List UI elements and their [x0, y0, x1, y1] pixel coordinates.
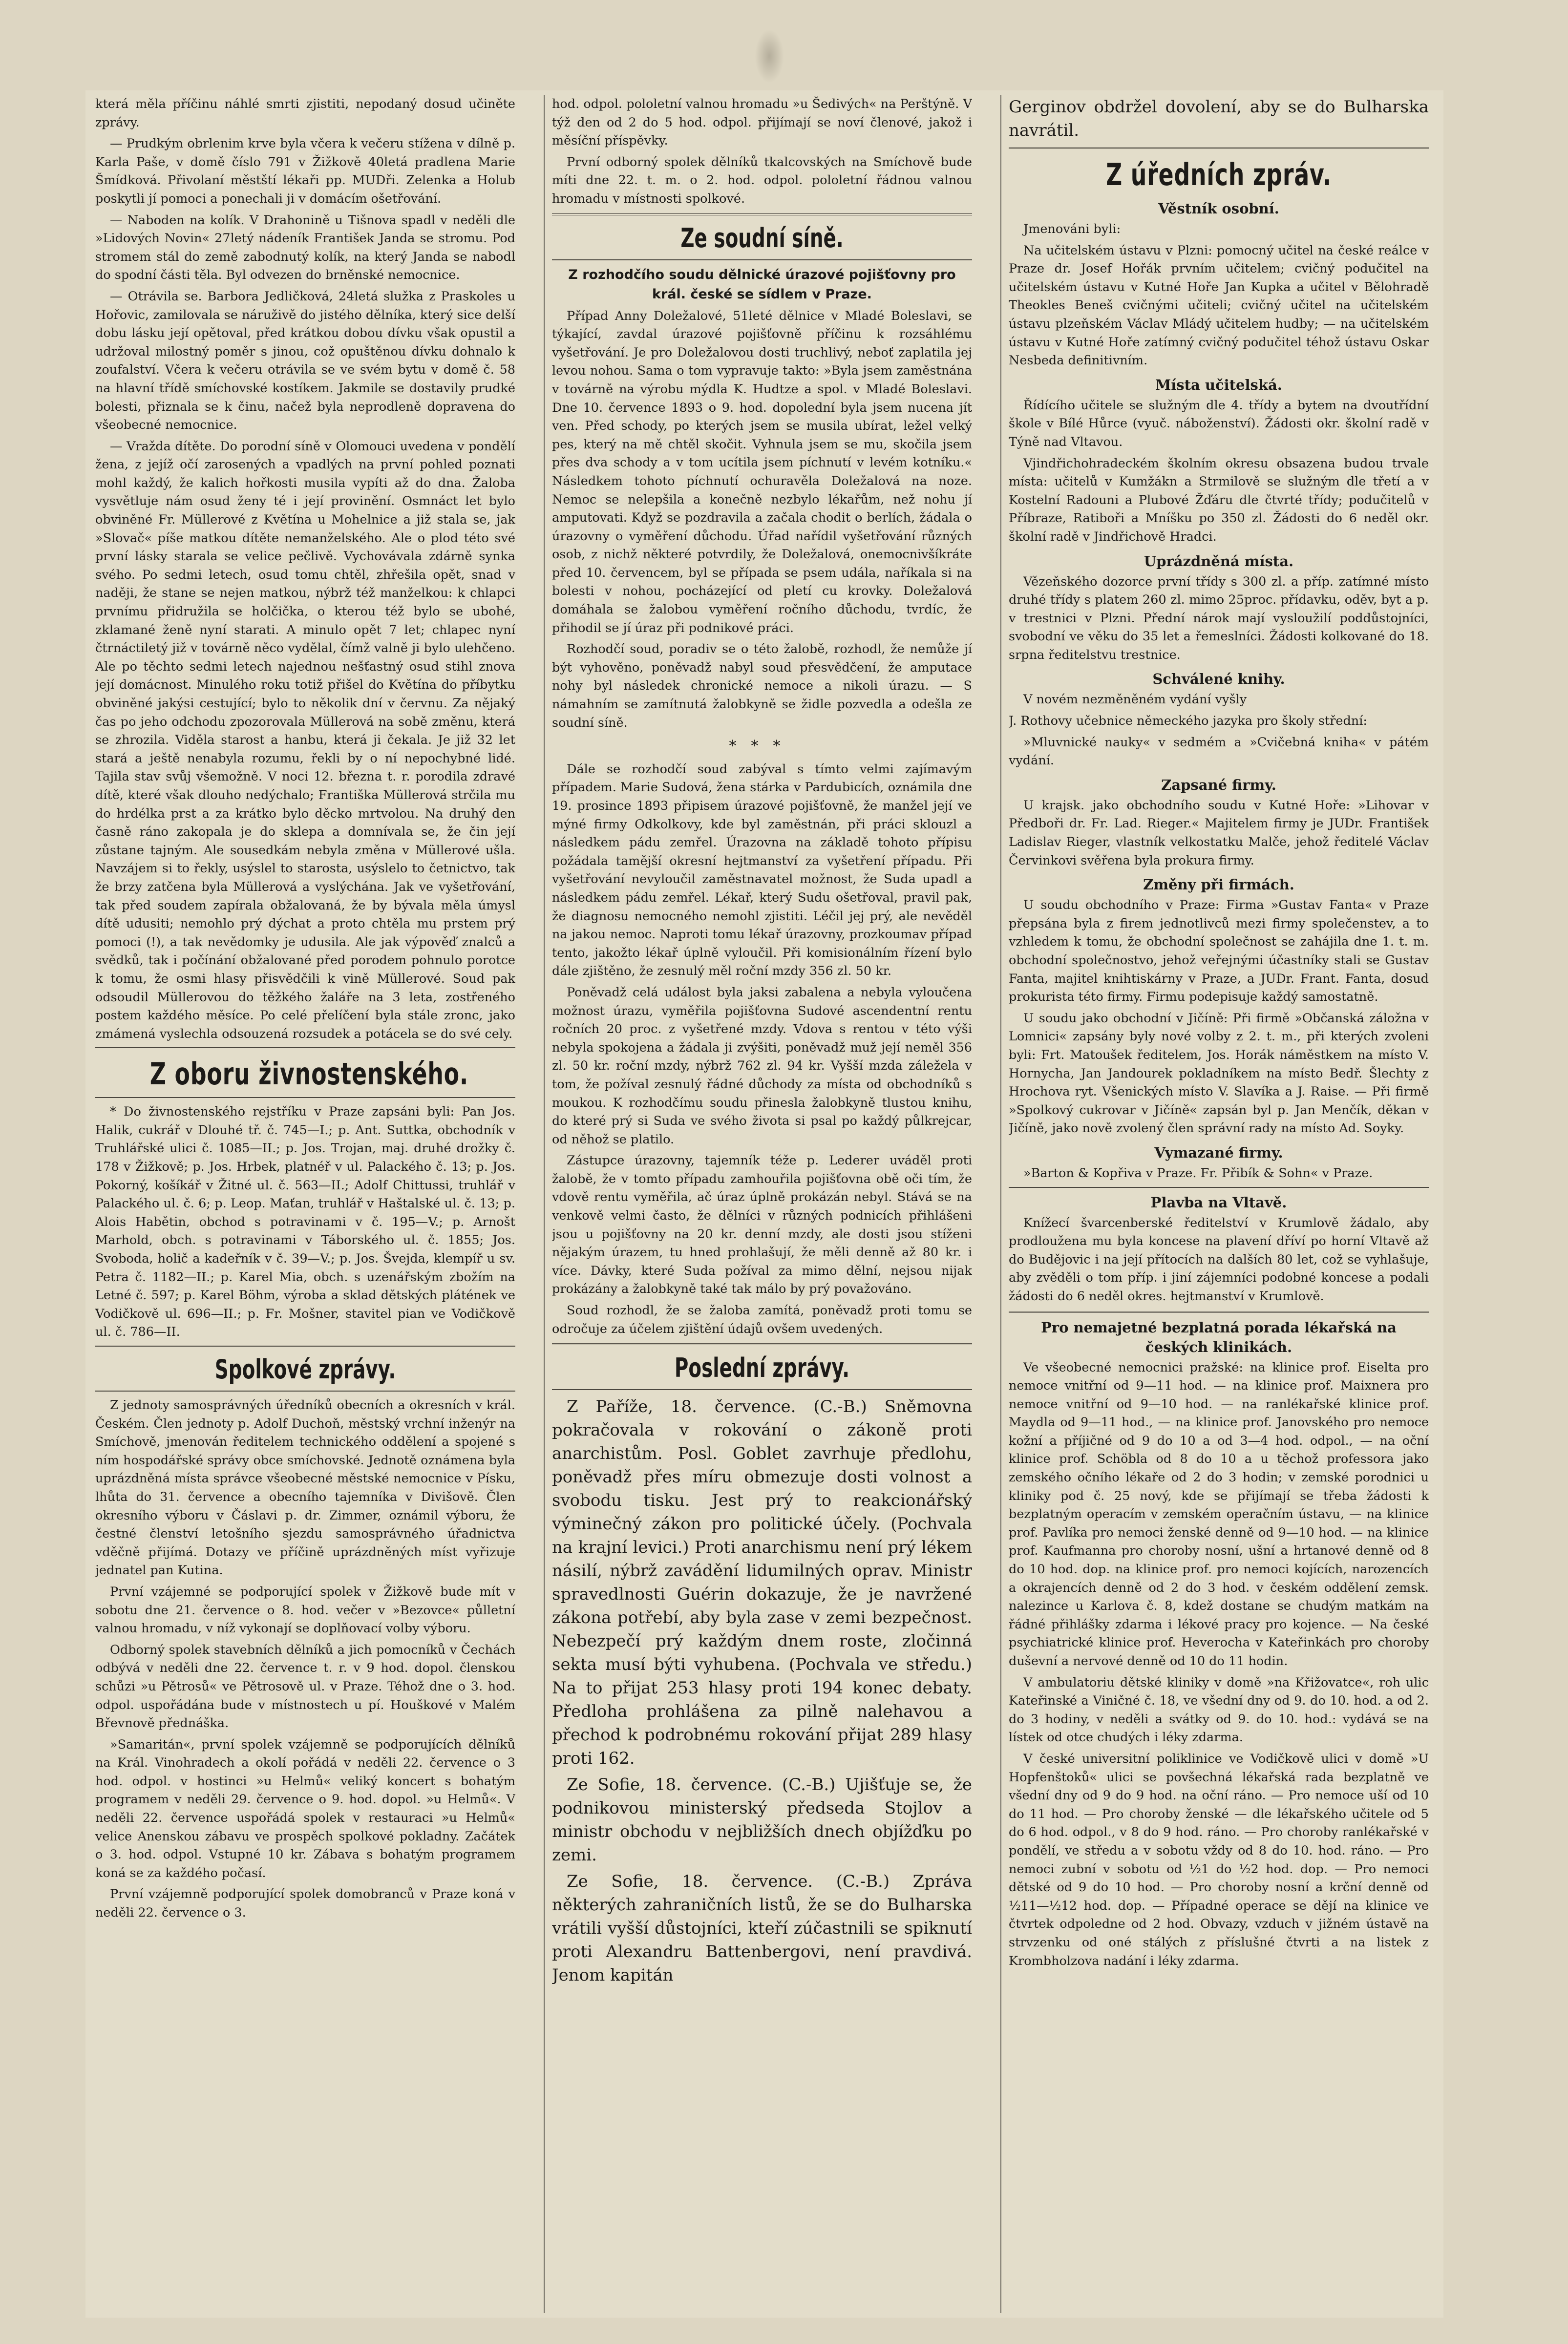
news-item: — Otrávila se. Barbora Jedličková, 24letá služka z Praskoles u Hořovic, zamilovala se náruživě do jistého dělníka, který sice delší dobu lásku její opětoval, před krátkou dobou dívku však opustil a udržoval milostný poměr s jinou, což opuštěnou dívku dohnalo k zoufalství. Včera k večeru otrávila se ve svém bytu v domě č. 58 na hlavní třídě smíchovské kostíkem. Jakmile se dostavily prudké bolesti, přiznala se k činu, načež byla neprodleně dopravena do všeobecné nemocnice. [95, 289, 515, 433]
section-heading-soud: Ze soudní síně. [680, 222, 844, 253]
column-rule [544, 95, 545, 2313]
article-text: U soudu jako obchodní v Jičíně: Při firmě »Občanská záložna v Lomnici« zapsány byly nové volby z 2. t. m., při kterých zvoleni byli: Frt. Matoušek ředitelem, Jos. Horák náměstkem na místo V. Hornycha, Jan Jandourek pokladníkem na místo Bedř. Šlechty z Hrochova ryt. Všenických místo V. Slavíka a J. Raise. — Při firmě »Spolkový cukrovar v Jičíně« zapsán byl p. Jan Menčík, děkan v Jičíně, jako nově zvolený člen správní rady na místo Ad. Soyky. [1009, 1011, 1429, 1136]
news-item: První odborný spolek dělníků tkalcovských na Smíchově bude míti dne 22. t. m. o 2. hod. odpol. pololetní řádnou valnou hromadu v místnosti spolkové. [552, 154, 972, 206]
subheading-vestnik: Věstník osobní. [1158, 200, 1279, 217]
divider [1009, 1187, 1429, 1188]
paper-stain [755, 29, 784, 83]
article-text: Knížecí švarcenberské ředitelství v Krumlově žádalo, aby prodloužena mu byla koncese na plavení dříví po horní Vltavě až do Budějovic i na její přítocích na dalších 80 let, což se vyhlašuje, aby zvěděli o tom příp. i jiní zájemníci podobné koncese a podali žádosti do 6 neděl okres. hejtmanství v Krumlově. [1009, 1215, 1429, 1304]
divider [552, 259, 972, 260]
divider [95, 1391, 515, 1392]
divider [1009, 1311, 1429, 1313]
article-text: Soud rozhodl, že se žaloba zamítá, poněvadž proti tomu se odročuje za účelem zjištění údajů ovšem uvedených. [552, 1303, 972, 1336]
article-text: Dále se rozhodčí soud zabýval s tímto velmi zajímavým případem. Marie Sudová, žena stárka v Pardubicích, oznámila dne 19. prosince 1893 připisem úrazové pojišťovně, že manžel její ve mýné firmy Odkolkovy, kde byl zaměstnán, při práci sklouzl a následkem pádu zemřel. Úrazovna na základě tohoto přípisu požádala tamější okresní hejtmanství za vyšetření případu. Při vyšetřování nevyloučil zaměstnavatel možnost, že Suda upadl a následkem pádu zemřel. Lékař, který Sudu ošetřoval, pravil pak, že diagnosu nemocného nemohl zjistiti. Léčil jej prý, ale nevěděl na jakou nemoc. Naproti tomu lékař úrazovny, prozkoumav případ tento, jakožto lékař úplně vyloučil. Při komisionálním řízení bylo dále zjištěno, že zesnulý měl roční mzdy 356 zl. 50 kr. [552, 761, 972, 979]
article-text: J. Rothovy učebnice německého jazyka pro školy střední: [1009, 714, 1367, 729]
article-text: hod. odpol. pololetní valnou hromadu »u Šedivých« na Perštýně. V týž den od 2 do 5 hod. odpol. přijímají se noví členové, jakož i měsíční příspěvky. [552, 97, 972, 148]
divider [95, 1047, 515, 1048]
star-separator: *** [729, 738, 795, 755]
subheading-mista: Místa učitelská. [1155, 376, 1282, 393]
subheading-plavba: Plavba na Vltavě. [1150, 1194, 1287, 1211]
article-text: která měla příčinu náhlé smrti zjistiti, nepodaný dosud učiněte zprávy. [95, 97, 515, 130]
article-text: Zástupce úrazovny, tajemník téže p. Lederer uváděl proti žalobě, že v tomto případu zamhouřila pojišťovna obě oči tím, že vdově rentu vyměřila, ač úraz úplně prokázán nebyl. Stává se na venkově velmi často, že dělníci v různých podnicích přihlášeni jsou u pojišťovny na 20 kr. denní mzdy, ale dosti jsou stíženi nějakým úrazem, tu hned prohlašují, že měli denně až 80 kr. i více. Dávky, které Suda požíval za mimo dělní, nejsou nijak prokázány a žalobkyně také tak málo by prý považováno. [552, 1153, 972, 1297]
column-right [1009, 95, 1429, 2303]
column-left [95, 95, 515, 2303]
article-text: Na učitelském ústavu v Plzni: pomocný učitel na české reálce v Praze dr. Josef Hořák prvním učitelem; cvičný podučitel na učitelském ústavu v Kutné Hoře Jan Kupka a učitel v Bělohradě Theokles Beneš cvičnými učiteli; cvičný učitel na učitelském ústavu plzeňském Václav Mládý učitelem hudby; — na učitelském ústavu v Kutné Hoře zatímný cvičný podučitel téhož ústavu Oskar Nesbeda definitivním. [1009, 243, 1429, 368]
subheading-porada: Pro nemajetné bezplatná porada lékařská na českých klinikách. [1041, 1319, 1397, 1355]
news-item: Odborný spolek stavebních dělníků a jich pomocníků v Čechách odbývá v neděli dne 22. července t. r. v 9 hod. dopol. členskou schůzi »u Pětrosů« ve Pětrosově ul. v Praze. Téhož dne o 3. hod. odpol. uspořádána bude v místnostech u pí. Houškové v Malém Břevnově přednáška. [95, 1642, 515, 1731]
telegram-item: Ze Sofie, 18. července. (C.-B.) Zpráva některých zahraničních listů, že se do Bulharska vrátili vyšší důstojníci, kteří zúčastnili se spiknutí proti Alexandru Battenbergovi, není pravdivá. Jenom kapitán [552, 1872, 972, 1985]
news-item: První vzájemné se podporující spolek v Žižkově bude mít v sobotu dne 21. července o 8. hod. večer v »Bezovce« půlletní valnou hromadu, v níž vykonají se doplňovací volby výboru. [95, 1584, 515, 1636]
article-text: Poněvadž celá událost byla jaksi zabalena a nebyla vyloučena možnost úrazu, vyměřila pojišťovna Sudové ascendentní rentu ročních 20 proc. z vyšetřené mzdy. Vdova s rentou v této výši nebyla spokojena a žádala ji zvýšiti, poněvadž muž její neměl 356 zl. 50 kr. roční mzdy, nýbrž 762 zl. 94 kr. Vyšší mzda záležela v tom, že požíval zesnulý řádné důchody za místa od obchodníků s moukou. K rozhodčímu soudu přinesla žalobkyně tlustou knihu, do které prý si Suda ve svého života si psal po každý půlkrejcar, od něhož se platilo. [552, 985, 972, 1147]
article-text: V ambulatoriu dětské kliniky v domě »na Křižovatce«, roh ulic Kateřinské a Viničné č. 18, ve všední dny od 9. do 10. hod. a od 2. do 3 hodiny, v neděli a svátky od 9. do 10. hod.: vydává se na lístek od otce chudých i léky zdarma. [1009, 1675, 1429, 1745]
news-item: První vzájemně podporující spolek domobranců v Praze koná v neděli 22. července o 3. [95, 1887, 515, 1921]
telegram-item: Ze Sofie, 18. července. (C.-B.) Ujišťuje se, že podnikovou ministerský předseda Stojlov a ministr obchodu v nejbližších dnech objížďku po zemi. [552, 1775, 972, 1865]
article-text: V novém nezměněném vydání vyšly [1023, 692, 1247, 707]
section-heading-posledni: Poslední zprávy. [674, 1352, 850, 1384]
news-item: — Vražda dítěte. Do porodní síně v Olomouci uvedena v pondělí žena, z jejíž očí zarosených a vpadlých na první pohled poznati mohl každý, že kalich hořkosti musila vypíti až do dna. Žaloba vysvětluje nám osud ženy té i její provinění. Osmnáct let bylo obviněné Fr. Müllerové z Květína u Mohelnice a již stala se, jak »Slovač« píše matkou dítěte nemanželského. Ale o plod této své první lásky starala se velice pečlivě. Vychovávala zdárně synka svého. Po sedmi letech, osud tomu chtěl, zhřešila opět, snad v naději, že stane se nejen matkou, nýbrž též manželkou: k chlapci prvnímu přidružila se holčička, o kterou též bylo se ubohé, zklamané ženě nyní starati. A minulo opět 7 let; chlapec nyní čtrnáctiletý již v továrně něco vydělal, čímž valně ji bylo ulehčeno. Ale po těchto sedmi letech najednou nešťastný osud stihl znova její domácnost. Minulého roku totiž přišel do Květína do příbytku obviněné jakýsi cestující; bylo to několik dní v červnu. Za nějaký čas po jeho odchodu zpozorovala Müllerová na sobě změnu, která se zhrozila. Viděla starost a hanbu, která ji čekala. Je již 32 let stará a ještě nenabyla rozumu, řekli by o ní nepochybné lidé. Tajila stav svůj všemožně. V noci 12. března t. r. porodila zdravé dítě, které však dlouho nedýchalo; Františka Müllerová strčila mu do hrdélka prst a za krátko bylo děcko mrtvolou. Na druhý den časně ráno zakopala je do sklepa a domnívala se, že čin její zůstane tajným. Ale sousedkám nebyla změna v Müllerové ušla. Navzájem si to řekly, usýslel to starosta, usýslelo to četnictvo, tak že brzy zatčena byla Müllerová a vyslýchána. Jak ve vyšetřování, tak před soudem zapírala obžalovaná, že by bývala měla úmysl dítě udusiti; nemohlo prý dýchat a proto chtěla mu prstem prý pomoci (!), a tak nevědomky je udusila. Ale jak výpověď znalců a svědků, tak i počínání obžalované před porodem pohnulo porotce k tomu, že osmi hlasy přisvědčili k vině Müllerové. Soud pak odsoudil Müllerovou do těžkého žaláře na 3 leta, zostřeného postem každého měsíce. Po celé přelíčení byla stále zronc, jako zmámená vyslechla odsouzená rozsudek a potácela se do své cely. [95, 439, 515, 1041]
article-text: Rozhodčí soud, poradiv se o této žalobě, rozhodl, že nemůže jí být vyhověno, poněvadž nabyl soud přesvědčení, že amputace nohy byl následek chronické nemoce a nikoli úrazu. — S námahním se zamítnutá žalobkyně se židle pozvedla a odešla ze soudní síně. [552, 642, 972, 730]
column-rule [1000, 95, 1001, 2313]
article-text: »Barton & Kopřiva v Praze. Fr. Přibík & Sohn« v Praze. [1023, 1165, 1373, 1181]
article-text: Vjindřichohradeckém školním okresu obsazena budou trvale místa: učitelů v Kumžákn a Strmilově se služným dle třetí a v Kostelní Radouni a Plubové Žďáru dle čtvrté třídy; podučitelů v Příbraze, Ratiboři a Mníšku po 350 zl. Žádosti do 6 neděl okr. školní radě v Jindřichově Hradci. [1009, 456, 1429, 544]
article-text: V české universitní poliklinice ve Vodičkově ulici v domě »U Hopfenštoků« ulici se povšechná lékařská rada bezplatně ve všední dny od 9 do 9 hod. na oční ráno. — Pro nemoce uší od 10 do 11 hod. — Pro choroby ženské — dle lékařského učitele od 5 do 6 hod. odpol., v 8 do 9 hod. ráno. — Pro choroby ranlékařské v pondělí, ve středu a v sobotu vždy od 8 do 10. hod. ráno. — Pro nemoci zubní v sobotu od ½1 do ½2 hod. dop. — Pro nemoci dětské od 9 do 10 hod. — Pro choroby nosní a krční denně od ½11—½12 hod. dop. — Případné operace se dějí na klinice ve čtvrtek odpoledne od 2 hod. Obvazy, vzduch v jižném ústavě na strvzenku od oné stálých z příslušné čtvrti a na listek z Krombholzova nadání i léky zdarma. [1009, 1751, 1429, 1968]
article-text: Jmenováni byli: [1023, 222, 1121, 236]
article-text: »Mluvnické nauky« v sedmém a »Cvičebná kniha« v pátém vydání. [1009, 735, 1429, 768]
subheading-zapsane: Zapsané firmy. [1161, 776, 1276, 793]
subheading-zmeny: Změny při firmách. [1143, 876, 1294, 893]
divider [552, 1389, 972, 1390]
subheading-knihy: Schválené knihy. [1152, 671, 1285, 688]
section-heading-zivnost: Z oboru živnostenského. [149, 1056, 469, 1092]
news-item: »Samaritán«, první spolek vzájemně se podporujících dělníků na Král. Vinohradech a okolí pořádá v neděli 22. července o 3 hod. odpol. v hostinci »u Helmů« veliký koncert s bohatým programem v neděli 29. července o 9. hod. dopol. »u Helmů«. V neděli 22. července uspořádá spolek v restauraci »u Helmů« velice Anenskou zábavu ve prospěch spolkové pokladny. Začátek o 3. hod. odpol. Vstupné 10 kr. Zábava s bohatým programem koná se za každého počasí. [95, 1737, 515, 1880]
article-text: Řídícího učitele se služným dle 4. třídy a bytem na dvoutřídní škole v Bílé Hůrce (vyuč. náboženství). Žádosti okr. školní radě v Týně nad Vltavou. [1009, 398, 1429, 449]
subheading-vymazane: Vymazané firmy. [1154, 1144, 1283, 1161]
subheading-rozhodci-soud: Z rozhodčího soudu dělnické úrazové pojišťovny pro král. české se sídlem v Praze. [568, 267, 956, 302]
news-item: — Naboden na kolík. V Drahonině u Tišnova spadl v neděli dle »Lidových Novin« 27letý nádeník František Janda se stromu. Pod stromem stál do země zabodnutý kolík, na který Janda se nabodl do spodní části těla. Byl odvezen do brněnské nemocnice. [95, 212, 515, 283]
telegram-item: Z Paříže, 18. července. (C.-B.) Sněmovna pokračovala v rokování o zákoně proti anarchistům. Posl. Goblet zavrhuje předlohu, poněvadž přes míru obmezuje dosti volnost a svobodu tisku. Jest prý to reakcionářský výminečný zákon pro politické účely. (Pochvala na krajní levici.) Proti anarchismu není prý lékem násilí, nýbrž zavádění lidumilných oprav. Ministr spravedlnosti Guérin dokazuje, že je navržené zákona potřebí, aby byla zase v zemi bezpečnost. Nebezpečí prý každým dnem roste, zločinná sekta musí býti vyhubena. (Pochvala ve středu.) Na to přijat 253 hlasy proti 194 konec debaty. Předloha prohlášena za pilně nalehavou a přechod k podrobnému rokování přijat 289 hlasy proti 162. [552, 1397, 972, 1769]
divider [1009, 147, 1429, 149]
column-middle [552, 95, 972, 2303]
divider [552, 1343, 972, 1345]
section-heading-uredni: Z úředních zpráv. [1105, 157, 1332, 192]
article-text: U krajsk. jako obchodního soudu v Kutné Hoře: »Lihovar v Předboři dr. Fr. Lad. Rieger.« Majitelem firmy je JUDr. František Ladislav Rieger, vlastník velkostatku Malče, jehož ředitelé Václav Červinkovi svěřena byla prokura firmy. [1009, 798, 1429, 868]
registry-list: * Do živnostenského rejstříku v Praze zapsáni byli: Pan Jos. Halik, cukrář v Dlouhé tř. č. 745—I.; p. Ant. Suttka, obchodník v Truhlářské ulici č. 1085—II.; p. Jos. Trojan, maj. druhé drožky č. 178 v Žižkově; p. Jos. Hrbek, platnéř v ul. Palackého č. 13; p. Jos. Pokorný, košíkář v Žitné ul. č. 563—II.; Adolf Chittussi, truhlář v Palackého ul. č. 6; p. Leop. Maťan, truhlář v Haštalské ul. č. 13; p. Alois Habětin, obchod s potravinami v č. 195—V.; p. Arnošt Marhold, obch. s potravinami v Táborského ul. č. 1855; Jos. Svoboda, holič a kadeřník v č. 39—V.; p. Jos. Švejda, klempíř u sv. Petra č. 1182—II.; p. Karel Mia, obch. s uzenářským zbožím na Letné č. 597; p. Karel Böhm, výroba a sklad dětských plátének ve Vodičkově ul. 696—II.; p. Fr. Mošner, stavitel pian ve Vodičkově ul. č. 786—II. [95, 1104, 515, 1340]
news-item: — Prudkým obrlenim krve byla včera k večeru stížena v dílně p. Karla Paše, v domě číslo 791 v Žižkově 40letá pradlena Marie Šmídková. Přivolaní městští lékaři pp. MUDři. Zelenka a Holub poskytli jí pomoci a ponechali ji v domácím ošetřování. [95, 136, 515, 206]
article-text: Gerginov obdržel dovolení, aby se do Bulharska navrátil. [1009, 97, 1429, 140]
article-text: U soudu obchodního v Praze: Firma »Gustav Fanta« v Praze přepsána byla z firem jednotlivců mezi firmy společenstev, a to vzhledem k tomu, že obchodní společnost se zahájila dne 1. t. m. obchodní společnostvo, jehož veřejnými účastníky stali se Gustav Fanta, majitel knihtiskárny v Praze, a JUDr. Frant. Fanta, dosud prokurista této firmy. Firmu podepisuje každý samostatně. [1009, 898, 1429, 1005]
article-text: Vězeňského dozorce první třídy s 300 zl. a příp. zatímné místo druhé třídy s platem 260 zl. mimo 25proc. přídavku, oděv, byt a p. v trestnici v Plzni. Přední nárok mají vysloužilí poddůstojníci, svobodní ve věku do 35 let a řemeslníci. Žádosti kolkované do 18. srpna ředitelstvu trestnice. [1009, 574, 1429, 662]
divider [95, 1346, 515, 1347]
article-text: Ve všeobecné nemocnici pražské: na klinice prof. Eiselta pro nemoce vnitřní od 9—11 hod. — na klinice prof. Maixnera pro nemoce vnitřní od 9—10 hod. — na ranlékařské klinice prof. Maydla od 9—11 hod., — na klinice prof. Janovského pro nemoce kožní a příjičné od 9 do 10 a od 3—4 hod. odpol., — na oční klinice prof. Schöbla od 8 do 10 a u těchož professora jako zemského očního lékaře od 2 do 3 hodin; v zemské porodnici u kliniky pod č. 25 nový, kde se přijímají se třeba žádosti k bezplatným operacím v zemském operačním ústavu, — na klinice prof. Pavlíka pro nemoci ženské denně od 9—10 hod. — na klinice prof. Kaufmanna pro choroby nosní, ušní a hrtanové denně od 8 do 10 hod. dop. na klinice prof. pro nemoci kojících, narozencích a okrajencích denně od 2 do 3 hod. v českém oddělení zemsk. nalezince u Karlova č. 8, kdež dostane se chudým matkám na řádné přihlášky zdarma i lékové pracy pro kojence. — Na české psychiatrické klinice prof. Heverocha v Kateřinkách pro choroby duševní a nervové denně od 10 do 11 hodin. [1009, 1360, 1429, 1668]
divider [95, 1097, 515, 1098]
article-text: Případ Anny Doležalové, 51leté dělnice v Mladé Boleslavi, se týkající, zavdal úrazové pojišťovně příčinu k rozsáhlému vyšetřování. Je pro Doležalovou dosti truchlivý, neboť zaplatila jej levou nohou. Sama o tom vypravuje takto: »Byla jsem zaměstnána v továrně na výrobu mýdla K. Hudtze a spol. v Mladé Boleslavi. Dne 10. července 1893 o 9. hod. dopolední byla jsem nucena jít ven. Před schody, po kterých jsem se musila ubírat, ležel velký pes, který na mě chtěl skočit. Vyhnula jsem se mu, skočila jsem přes dva schody a v tom ucítila jsem píchnutí v levém kotníku.« Následkem tohoto píchnutí ochuravěla Doležalová na noze. Nemoc se nelepšila a konečně nezbylo lékařům, než nohu jí amputovati. Když se pozdravila a začala chodit o berlích, žádala o úrazovny o vyměření důchodu. Úřad nařídil vyšetřování různých osob, z nichž některé potvrdily, že Doležalová, onemocnivšíkráte před 10. červencem, byl se případa se psem udála, naříkala si na bolesti v nohou, pocházející od pletí cu krovky. Doležalová domáhala se žalobou vyměření ročního důchodu, tvrdíc, že přihodil se jí úraz při podnikové práci. [552, 308, 972, 635]
news-item: Z jednoty samosprávných úředníků obecních a okresních v král. Českém. Člen jednoty p. Adolf Duchoň, městský vrchní inženýr na Smíchově, jmenován ředitelem technického oddělení a spojené s ním hospodářské správy obce smíchovské. Jednotě oznámena byla uprázdněná místa správce všeobecné městské nemocnice v Písku, lhůta do 31. července a obecního tajemníka v Divišově. Člen okresního výboru v Čáslavi p. dr. Zimmer, oznámil výboru, že čestné členství letošního sjezdu samosprávného úřadnictva vděčně přijímá. Dotazy ve příčině uprázdněných míst vyřizuje jednatel pan Kutina. [95, 1398, 515, 1578]
divider [552, 213, 972, 215]
subheading-uprazdnena: Uprázdněná místa. [1144, 552, 1294, 570]
section-heading-spolky: Spolkové zprávy. [214, 1354, 396, 1385]
